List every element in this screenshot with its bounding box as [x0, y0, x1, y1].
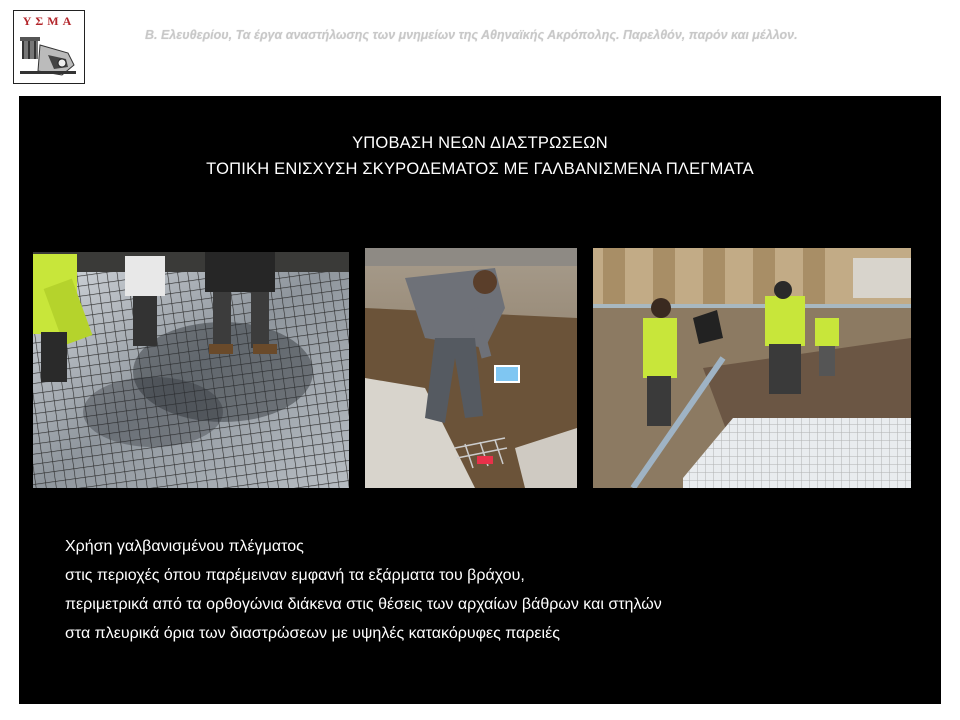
workers-on-site-near-columns-photo — [593, 248, 911, 488]
worker-placing-mesh-photo — [365, 248, 577, 488]
column-restoration-logo-icon — [18, 31, 80, 81]
body-line-4: στα πλευρικά όρια των διαστρώσεων με υψηλές κατακόρυφες παρειές — [65, 625, 560, 642]
slide — [19, 96, 941, 704]
logo — [13, 10, 85, 84]
body-line-1: Χρήση γαλβανισμένου πλέγματος — [65, 538, 304, 555]
slide-title-line-2: ΤΟΠΙΚΗ ΕΝΙΣΧΥΣΗ ΣΚΥΡΟΔΕΜΑΤΟΣ ΜΕ ΓΑΛΒΑΝΙΣΜΕΝΑ ΠΛΕΓΜΑΤΑ — [206, 160, 754, 178]
header-caption: Β. Ελευθερίου, Τα έργα αναστήλωσης των μνημείων της Αθηναϊκής Ακρόπολης. Παρελθόν, παρόν και μέλλον. — [145, 28, 798, 42]
mesh-on-plastic-sheet-photo — [33, 252, 349, 488]
body-line-3: περιμετρικά από τα ορθογώνια διάκενα στις θέσεις των αρχαίων βάθρων και στηλών — [65, 596, 662, 613]
logo-text: ΥΣΜΑ — [22, 14, 76, 28]
body-line-2: στις περιοχές όπου παρέμειναν εμφανή τα εξάρματα του βράχου, — [65, 567, 525, 584]
slide-title-line-1: ΥΠΟΒΑΣΗ ΝΕΩΝ ΔΙΑΣΤΡΩΣΕΩΝ — [352, 134, 608, 152]
